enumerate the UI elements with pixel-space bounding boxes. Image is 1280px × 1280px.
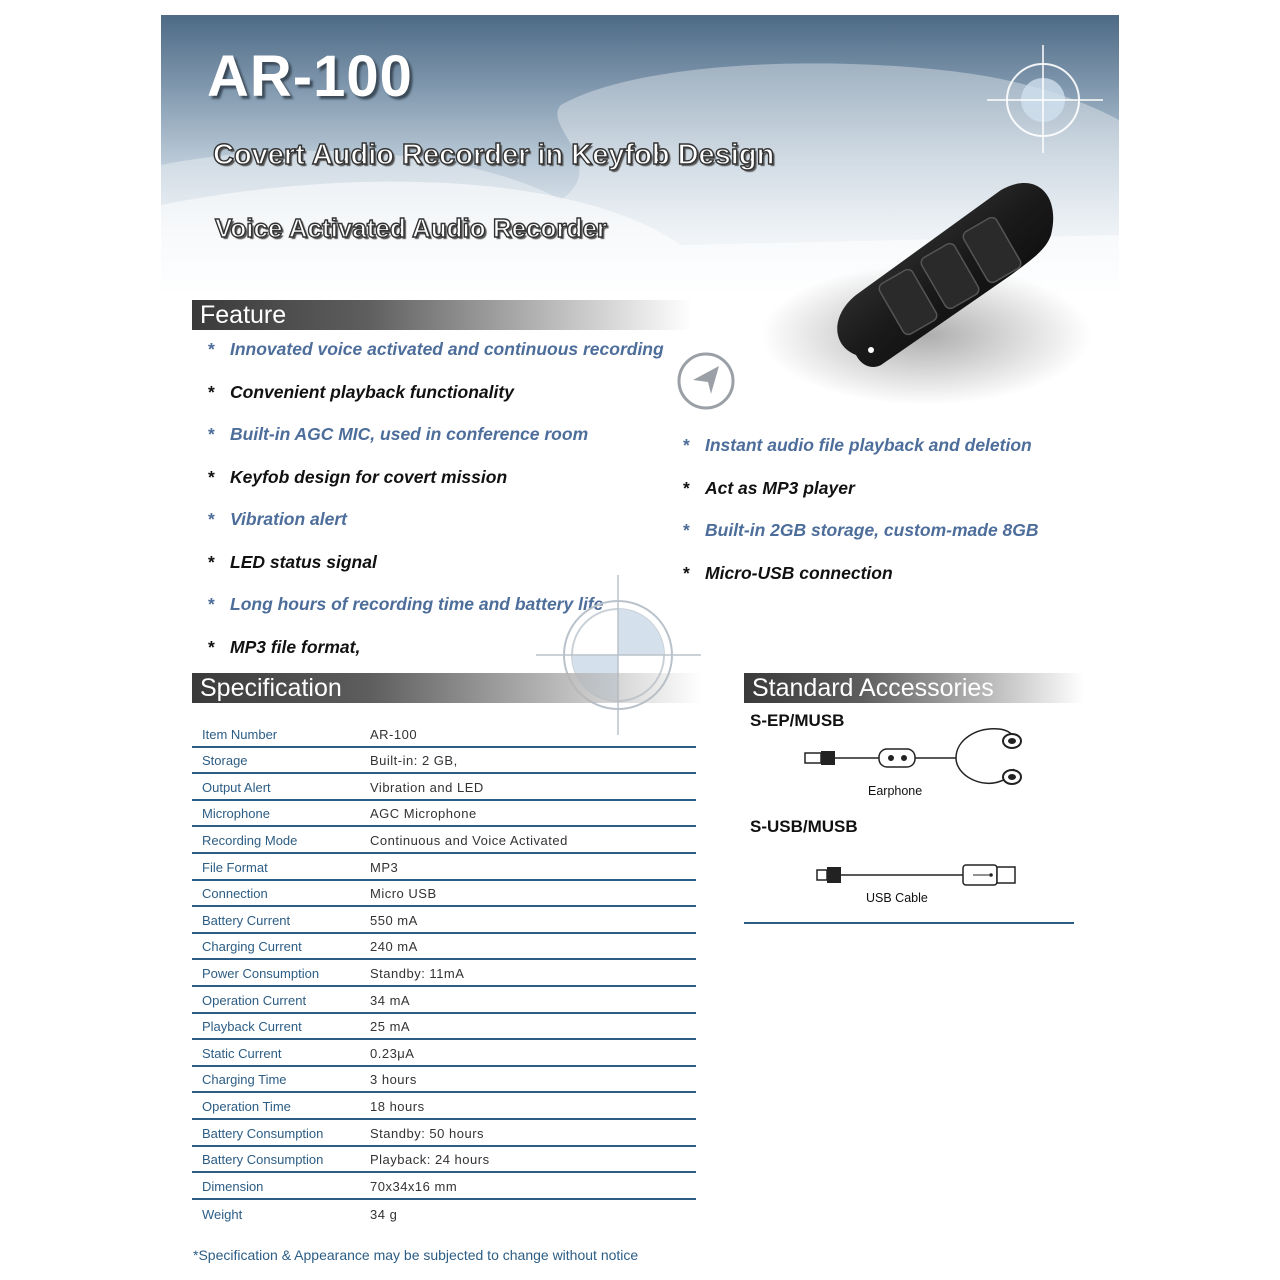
accessory-code-earphone: S-EP/MUSB xyxy=(750,711,845,730)
table-row xyxy=(192,827,696,854)
spec-value: Continuous and Voice Activated xyxy=(370,832,568,848)
table-row xyxy=(192,987,696,1014)
feature-text: Act as MP3 player xyxy=(705,477,855,498)
spec-key: Storage xyxy=(202,753,248,769)
feature-text: Innovated voice activated and continuous recording xyxy=(230,339,664,359)
spec-value: 34 mA xyxy=(370,992,411,1008)
spec-value: 25 mA xyxy=(370,1019,411,1035)
feature-item xyxy=(683,520,1039,541)
usb-cable-image xyxy=(813,859,1023,891)
table-row xyxy=(192,1173,696,1200)
table-row xyxy=(192,801,696,828)
spec-value: Standby: 50 hours xyxy=(370,1125,485,1141)
crosshair-icon xyxy=(987,45,1105,155)
arrow-circle-icon xyxy=(675,350,737,412)
specification-table xyxy=(192,721,696,1226)
product-title: AR-100 xyxy=(207,44,413,109)
feature-text: Built-in 2GB storage, custom-made 8GB xyxy=(705,520,1039,540)
footnote: *Specification & Appearance may be subjected to change without notice xyxy=(193,1247,639,1263)
spec-value: Built-in: 2 GB, xyxy=(370,753,458,769)
spec-key: Operation Current xyxy=(202,992,307,1008)
feature-item xyxy=(208,552,377,573)
feature-item xyxy=(683,435,1032,456)
bullet-star: * xyxy=(208,636,215,657)
accessories-divider xyxy=(744,922,1074,924)
table-row xyxy=(192,1147,696,1174)
bullet-star: * xyxy=(208,466,215,487)
bullet-star: * xyxy=(208,381,215,402)
table-row xyxy=(192,960,696,987)
feature-item xyxy=(208,637,360,658)
bullet-star: * xyxy=(208,594,215,614)
table-row xyxy=(192,721,696,748)
table-row xyxy=(192,1040,696,1067)
spec-key: Static Current xyxy=(202,1045,282,1061)
feature-item xyxy=(208,339,664,360)
spec-key: File Format xyxy=(202,859,268,875)
spec-value: 18 hours xyxy=(370,1098,425,1114)
table-row xyxy=(192,1120,696,1147)
crosshair-icon xyxy=(536,575,701,735)
table-row xyxy=(192,1014,696,1041)
spec-value: 70x34x16 mm xyxy=(370,1178,458,1194)
bullet-star: * xyxy=(683,435,690,455)
spec-value: AGC Microphone xyxy=(370,806,477,822)
specification-heading: Specification xyxy=(192,673,702,703)
feature-item xyxy=(208,509,347,530)
spec-value: 34 g xyxy=(370,1207,398,1223)
spec-value: Micro USB xyxy=(370,886,437,902)
bullet-star: * xyxy=(208,424,215,444)
feature-text: MP3 file format, xyxy=(230,636,361,657)
bullet-star: * xyxy=(208,551,215,572)
keyfob-image xyxy=(761,165,1101,415)
feature-text: Long hours of recording time and battery life xyxy=(230,594,604,614)
product-subtitle: Covert Audio Recorder in Keyfob Design xyxy=(213,139,775,171)
table-row xyxy=(192,1200,696,1227)
accessories-heading: Standard Accessories xyxy=(744,673,1084,703)
table-row xyxy=(192,774,696,801)
accessory-caption-usb: USB Cable xyxy=(866,891,928,905)
bullet-star: * xyxy=(683,562,690,583)
bullet-star: * xyxy=(683,477,690,498)
spec-value: 3 hours xyxy=(370,1072,417,1088)
spec-key: Battery Consumption xyxy=(202,1152,324,1168)
feature-item xyxy=(208,467,507,488)
spec-value: 0.23μA xyxy=(370,1045,415,1061)
spec-key: Dimension xyxy=(202,1178,264,1194)
spec-value: 550 mA xyxy=(370,912,418,928)
spec-key: Operation Time xyxy=(202,1098,291,1114)
feature-item xyxy=(208,424,588,445)
spec-value: 240 mA xyxy=(370,939,418,955)
bullet-star: * xyxy=(208,339,215,359)
accessory-caption-earphone: Earphone xyxy=(868,784,923,798)
accessory-code-usb: S-USB/MUSB xyxy=(750,817,858,836)
spec-key: Connection xyxy=(202,886,268,902)
spec-key: Playback Current xyxy=(202,1019,302,1035)
feature-text: Micro-USB connection xyxy=(705,562,893,583)
spec-key: Power Consumption xyxy=(202,965,320,981)
table-row xyxy=(192,1067,696,1094)
feature-text: Built-in AGC MIC, used in conference room xyxy=(230,424,589,444)
feature-text: LED status signal xyxy=(230,551,377,572)
feature-item xyxy=(683,478,855,499)
feature-heading: Feature xyxy=(192,300,692,330)
feature-text: Convenient playback functionality xyxy=(230,381,514,402)
feature-text: Keyfob design for covert mission xyxy=(230,466,508,487)
product-sheet xyxy=(161,15,1119,1275)
table-row xyxy=(192,934,696,961)
feature-text: Vibration alert xyxy=(230,509,348,529)
spec-key: Recording Mode xyxy=(202,832,298,848)
spec-key: Charging Time xyxy=(202,1072,287,1088)
spec-key: Battery Consumption xyxy=(202,1125,324,1141)
spec-key: Output Alert xyxy=(202,779,271,795)
feature-text: Instant audio file playback and deletion xyxy=(705,435,1032,455)
table-row xyxy=(192,854,696,881)
spec-value: Standby: 11mA xyxy=(370,965,465,981)
product-subtitle-2: Voice Activated Audio Recorder xyxy=(215,213,608,243)
feature-item xyxy=(208,382,514,403)
table-row xyxy=(192,881,696,908)
spec-key: Battery Current xyxy=(202,912,291,928)
table-row xyxy=(192,748,696,775)
spec-key: Item Number xyxy=(202,726,278,742)
feature-item xyxy=(683,563,893,584)
bullet-star: * xyxy=(683,520,690,540)
table-row xyxy=(192,907,696,934)
spec-key: Charging Current xyxy=(202,939,302,955)
spec-value: Vibration and LED xyxy=(370,779,484,795)
spec-key: Weight xyxy=(202,1207,243,1223)
spec-value: Playback: 24 hours xyxy=(370,1152,490,1168)
spec-value: AR-100 xyxy=(370,726,418,742)
table-row xyxy=(192,1093,696,1120)
bullet-star: * xyxy=(208,509,215,529)
spec-value: MP3 xyxy=(370,859,399,875)
spec-key: Microphone xyxy=(202,806,270,822)
